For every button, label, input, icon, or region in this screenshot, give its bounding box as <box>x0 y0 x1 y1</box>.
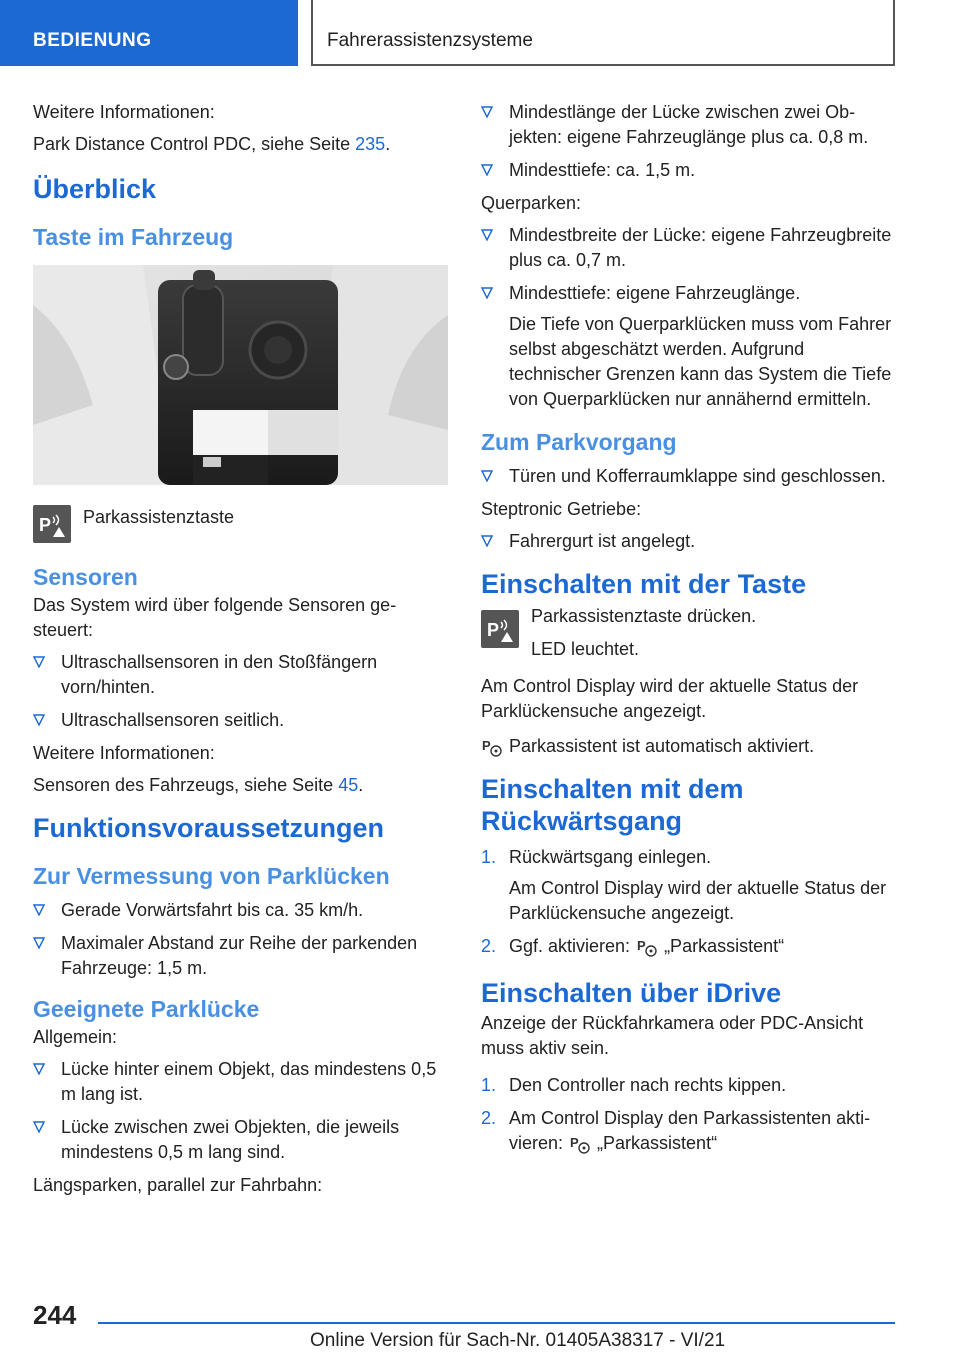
parking-assistant-button-icon <box>33 505 71 543</box>
right-column <box>481 100 901 1164</box>
rueck-steps <box>481 845 901 959</box>
bullet-triangle-icon <box>481 164 493 176</box>
more-label: Weitere Informationen: <box>33 743 215 763</box>
button-caption: Parkassistenztaste <box>83 507 235 527</box>
chapter-tab <box>311 0 895 66</box>
heading-vermessung: Zur Vermessung von Parklücken <box>33 863 390 889</box>
list-item: Maximaler Abstand zur Reihe der parkenden Fahrzeuge: 1,5 m. <box>33 931 448 981</box>
bullet-triangle-icon <box>33 656 45 668</box>
heading-einschalten-rueckwaertsgang: Einschalten mit dem Rückwärtsgang <box>481 774 744 836</box>
console-photo <box>33 265 448 485</box>
page-link-45[interactable]: 45 <box>338 775 359 795</box>
list-item: 2. Ggf. aktivieren: P „Parkassistent“ <box>481 934 901 959</box>
list-item: Lücke hinter einem Objekt, das mindestens 0,5 m lang ist. <box>33 1057 448 1107</box>
page-number: 244 <box>33 1300 77 1330</box>
laengs-label: Längsparken, parallel zur Fahrbahn: <box>33 1175 323 1195</box>
svg-text:P: P <box>39 515 52 535</box>
allgemein-label: Allgemein: <box>33 1027 118 1047</box>
svg-text:P: P <box>637 938 646 954</box>
parking-assistant-button-icon <box>481 610 519 648</box>
bullet-triangle-icon <box>33 714 45 726</box>
heading-taste-im-fahrzeug: Taste im Fahrzeug <box>33 224 234 250</box>
parking-assistant-icon <box>481 736 503 758</box>
quer-note: Die Tiefe von Querparklücken muss vom Fahrer selbst abgeschätzt werden. Aufgrund technischer Grenzen kann das System die Tiefe von Querparklücken nur annähernd ermitteln. <box>509 314 892 409</box>
heading-funktionsvoraussetzungen: Funktionsvoraussetzungen <box>33 813 385 843</box>
display-text: Am Control Display wird der aktuelle Status der Parklückensuche angezeigt. <box>481 676 859 721</box>
chapter-title: Fahrerassistenzsysteme <box>327 30 533 51</box>
heading-geeignete-parkluecke: Geeignete Parklücke <box>33 996 260 1022</box>
list-item: Mindestlänge der Lücke zwischen zwei Objekten: eigene Fahrzeuglänge plus ca. 0,8 m. <box>481 100 901 150</box>
sensoren-text: Das System wird über folgende Sensoren gesteuert: <box>33 595 397 640</box>
idrive-steps <box>481 1073 901 1156</box>
page-link-235[interactable]: 235 <box>355 134 386 154</box>
quer-list <box>481 223 901 412</box>
steptronic-list <box>481 529 901 554</box>
heading-einschalten-idrive: Einschalten über iDrive <box>481 978 782 1008</box>
allgemein-list <box>33 1057 448 1165</box>
list-item: Fahrergurt ist angelegt. <box>481 529 901 554</box>
more-text: Sensoren des Fahrzeugs, siehe Seite 45. <box>33 775 364 795</box>
intro-text: Park Distance Control PDC, siehe Seite 235. <box>33 134 391 154</box>
bullet-triangle-icon <box>481 535 493 547</box>
list-item: 1. Rückwärtsgang einlegen. Am Control Display wird der aktuelle Status der Parklückensuche angezeigt. <box>481 845 901 926</box>
list-item: Lücke zwischen zwei Objekten, die jeweils mindestens 0,5 m lang sind. <box>33 1115 448 1165</box>
list-item: Mindesttiefe: ca. 1,5 m. <box>481 158 901 183</box>
page-header <box>0 0 960 66</box>
heading-sensoren: Sensoren <box>33 564 138 590</box>
heading-zum-parkvorgang: Zum Parkvorgang <box>481 429 677 455</box>
vermessung-list <box>33 898 448 981</box>
idrive-text: Anzeige der Rückfahrkamera oder PDC-Ansicht muss aktiv sein. <box>481 1013 864 1058</box>
section-title: BEDIENUNG <box>33 30 152 51</box>
parking-assistant-icon <box>636 936 658 958</box>
bullet-triangle-icon <box>33 1121 45 1133</box>
bullet-triangle-icon <box>33 937 45 949</box>
svg-text:P: P <box>482 738 491 754</box>
intro-label: Weitere Informationen: <box>33 102 215 122</box>
parking-assistant-icon <box>569 1133 591 1155</box>
list-item: Türen und Kofferraumklappe sind geschlossen. <box>481 464 901 489</box>
auto-text: P Parkassistent ist automatisch aktiviert. <box>481 734 901 759</box>
bullet-triangle-icon <box>481 229 493 241</box>
bullet-triangle-icon <box>481 106 493 118</box>
taste-row <box>481 604 901 662</box>
sensoren-list <box>33 650 448 733</box>
bullet-triangle-icon <box>33 1063 45 1075</box>
parkvorgang-list <box>481 464 901 489</box>
svg-text:P: P <box>487 620 500 640</box>
laengs-list <box>481 100 901 183</box>
steptronic-label: Steptronic Getriebe: <box>481 499 642 519</box>
list-item: 1. Den Controller nach rechts kippen. <box>481 1075 787 1095</box>
heading-ueberblick: Überblick <box>33 174 157 204</box>
list-item: Mindestbreite der Lücke: eigene Fahrzeugbreite plus ca. 0,7 m. <box>481 223 901 273</box>
button-caption-row <box>33 505 448 549</box>
center-console-image <box>33 265 448 485</box>
list-item: Gerade Vorwärtsfahrt bis ca. 35 km/h. <box>33 898 448 923</box>
bullet-triangle-icon <box>481 470 493 482</box>
taste-instruction: Parkassistenztaste drücken. <box>531 606 757 626</box>
footer-divider <box>98 1322 895 1324</box>
list-item: Mindesttiefe: eigene Fahrzeuglänge. Die Tiefe von Querparklücken muss vom Fahrer selbst abgeschätzt werden. Aufgrund technischer Grenzen kann das System die Tiefe von Querparklücken nur annähernd ermitteln. <box>481 281 901 412</box>
heading-einschalten-taste: Einschalten mit der Taste <box>481 569 807 599</box>
svg-text:P: P <box>570 1135 579 1151</box>
bullet-triangle-icon <box>481 287 493 299</box>
list-item: Ultraschallsensoren in den Stoßfängern vorn/hinten. <box>33 650 448 700</box>
bullet-triangle-icon <box>33 904 45 916</box>
led-status: LED leuchtet. <box>531 639 640 659</box>
rueck-note: Am Control Display wird der aktuelle Status der Parklückensuche angezeigt. <box>509 878 887 923</box>
quer-label: Querparken: <box>481 193 582 213</box>
footer-online-version: Online Version für Sach-Nr. 01405A38317 - VI/21 <box>310 1330 726 1351</box>
list-item: 2. Am Control Display den Parkassistenten aktivieren: P „Parkassistent“ <box>481 1106 901 1156</box>
section-tab <box>0 0 298 66</box>
list-item: Ultraschallsensoren seitlich. <box>33 708 448 733</box>
left-column <box>33 100 448 1205</box>
